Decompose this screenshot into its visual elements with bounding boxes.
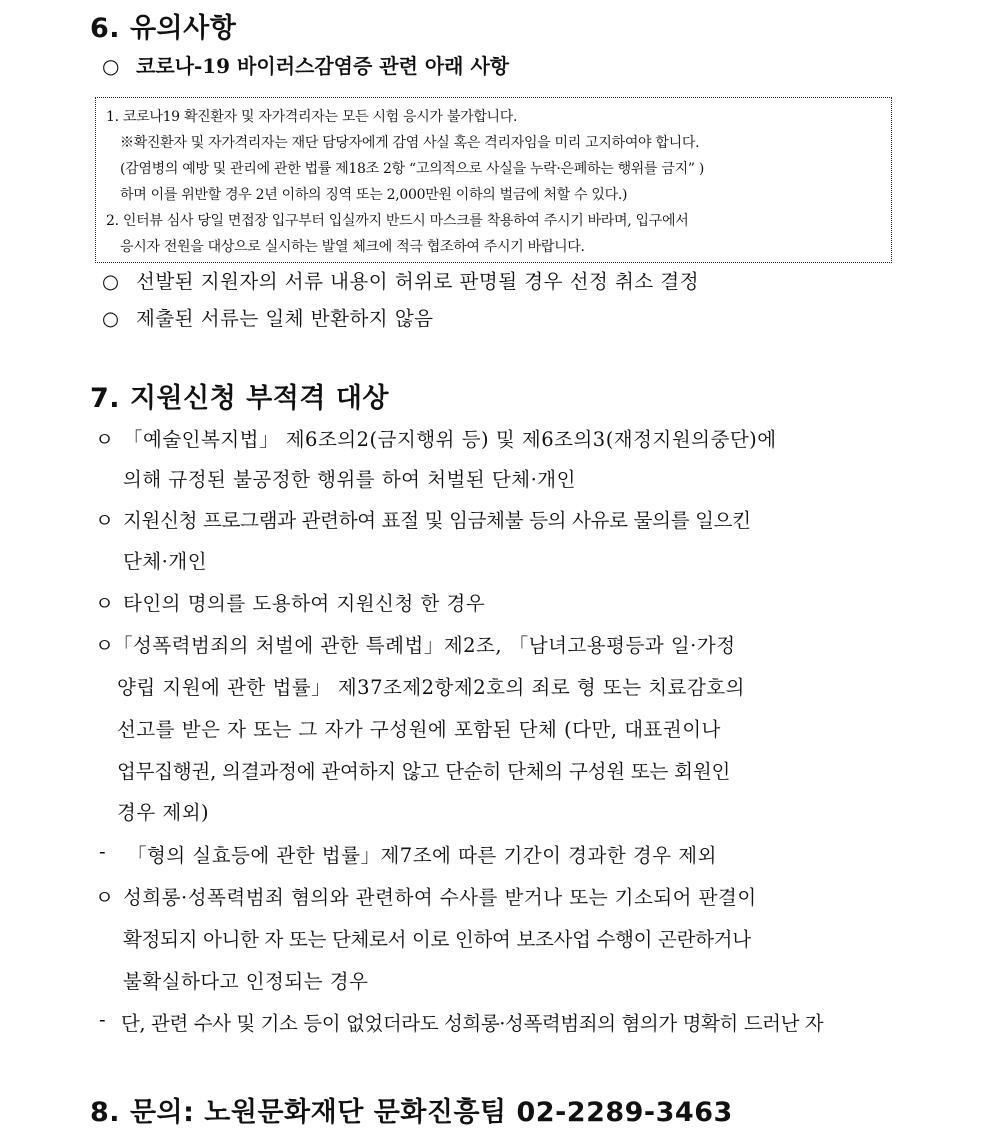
subheading-text: 코로나-19 바이러스감염증 관련 아래 사항	[136, 54, 510, 78]
list-sub-item	[99, 840, 899, 868]
list-item-text: 단, 관련 수사 및 기소 등이 없었더라도 성희롱·성폭력범죄의 혐의가 명확히 드러난 자	[121, 1012, 824, 1035]
list-item	[95, 424, 895, 452]
section-7-title: 7. 지원신청 부적격 대상	[90, 383, 389, 414]
dash-marker: -	[99, 1008, 106, 1031]
list-item	[95, 588, 895, 616]
item-text: 제출된 서류는 일체 반환하지 않음	[136, 307, 434, 330]
section-6-item	[102, 266, 892, 294]
dash-marker: -	[99, 840, 107, 863]
list-item-continuation: 확정되지 아니한 자 또는 단체로서 이로 인하여 보조사업 수행이 곤란하거나	[123, 928, 751, 951]
notice-line: 2. 인터뷰 심사 당일 면접장 입구부터 입실까지 반드시 마스크를 착용하여 주시기 바라며, 입구에서	[106, 213, 689, 229]
list-item-text: 「예술인복지법」 제6조의2(금지행위 등) 및 제6조의3(재정지원의중단)에	[123, 428, 777, 451]
notice-line: (감염병의 예방 및 관리에 관한 법률 제18조 2항 “고의적으로 사실을 누락·은폐하는 행위를 금지” )	[120, 161, 705, 177]
list-item-text: 「형의 실효등에 관한 법률」제7조에 따른 기간이 경과한 경우 제외	[127, 844, 717, 867]
list-item-continuation: 선고를 받은 자 또는 그 자가 구성원에 포함된 단체 (다만, 대표권이나	[117, 718, 721, 741]
list-item-text: 「성폭력범죄의 처벌에 관한 특례법」제2조, 「남녀고용평등과 일·가정	[113, 634, 736, 657]
notice-line: ※확진환자 및 자가격리자는 재단 담당자에게 감염 사실 혹은 격리자임을 미리 고지하여야 합니다.	[120, 135, 700, 151]
list-sub-item	[99, 1008, 899, 1036]
notice-line: 1. 코로나19 확진환자 및 자가격리자는 모든 시험 응시가 불가합니다.	[106, 109, 518, 125]
list-item-continuation: 의해 규정된 불공정한 행위를 하여 처벌된 단체·개인	[123, 468, 576, 491]
contact-heading: 8. 문의: 노원문화재단 문화진흥팀 02-2289-3463	[90, 1097, 733, 1128]
circle-marker-icon: ○	[102, 307, 120, 330]
list-item-text: 지원신청 프로그램과 관련하여 표절 및 임금체불 등의 사유로 물의를 일으킨	[123, 509, 751, 532]
bullet-marker: ㅇ	[95, 634, 115, 657]
section-6-subheading	[102, 50, 509, 79]
list-item	[95, 630, 895, 658]
item-text: 선발된 지원자의 서류 내용이 허위로 판명될 경우 선정 취소 결정	[136, 270, 700, 293]
notice-line: 응시자 전원을 대상으로 실시하는 발열 체크에 적극 협조하여 주시기 바랍니다.	[120, 239, 585, 255]
notice-line: 하며 이를 위반할 경우 2년 이하의 징역 또는 2,000만원 이하의 벌금에 처할 수 있다.)	[120, 187, 628, 203]
list-item-text: 타인의 명의를 도용하여 지원신청 한 경우	[123, 592, 486, 615]
list-item-continuation: 양립 지원에 관한 법률」 제37조제2항제2호의 죄로 형 또는 치료감호의	[117, 676, 745, 699]
list-item-text: 성희롱·성폭력범죄 혐의와 관련하여 수사를 받거나 또는 기소되어 판결이	[123, 886, 757, 909]
list-item	[95, 505, 895, 533]
section-6-item	[102, 303, 892, 331]
bullet-marker: ㅇ	[95, 509, 115, 532]
circle-marker-icon: ○	[102, 270, 120, 293]
list-item-continuation: 불확실하다고 인정되는 경우	[123, 970, 369, 993]
list-item	[95, 882, 895, 910]
bullet-marker: ㅇ	[95, 428, 115, 451]
covid-notice-box	[95, 97, 892, 263]
bullet-marker: ㅇ	[95, 886, 115, 909]
bullet-marker: ㅇ	[95, 592, 115, 615]
list-item-continuation: 단체·개인	[123, 550, 208, 573]
circle-marker-icon: ○	[102, 54, 120, 78]
section-6-title: 6. 유의사항	[90, 13, 237, 44]
list-item-continuation: 경우 제외)	[117, 801, 210, 824]
list-item-continuation: 업무집행권, 의결과정에 관여하지 않고 단순히 단체의 구성원 또는 회원인	[117, 760, 731, 783]
